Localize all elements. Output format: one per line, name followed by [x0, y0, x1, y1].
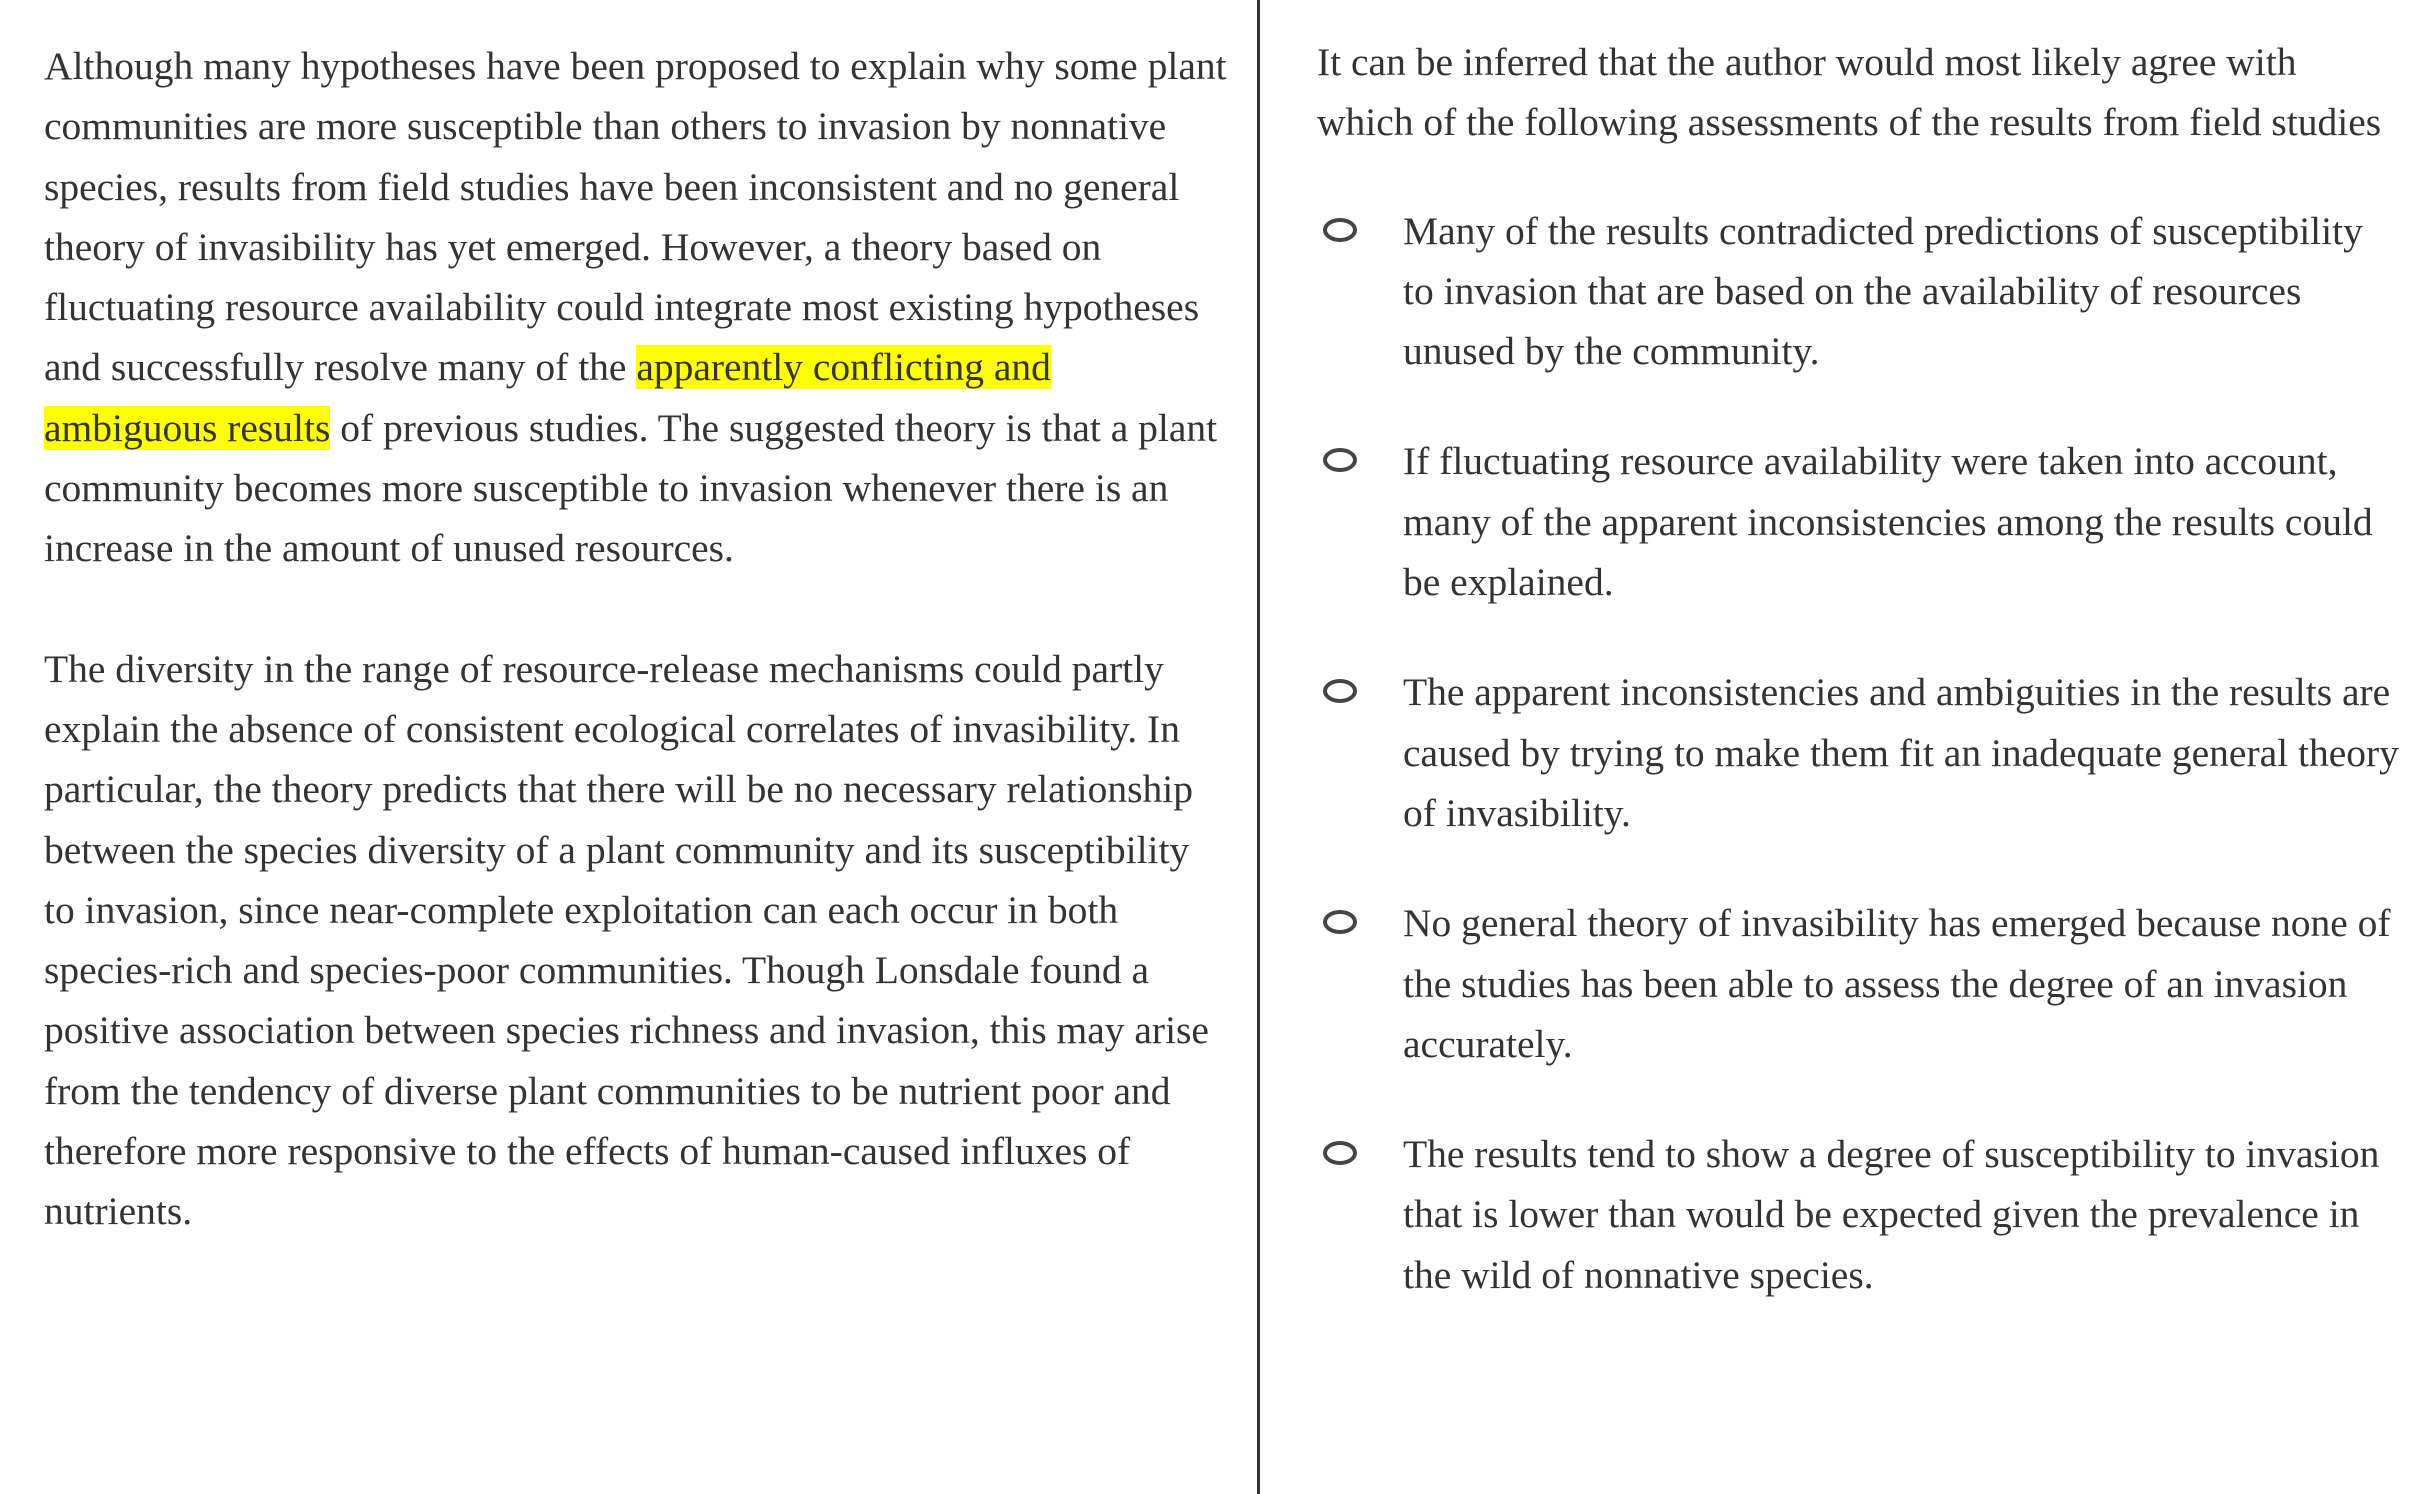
question-panel: [1317, 32, 2402, 1355]
answer-option-a[interactable]: [1317, 201, 2402, 382]
question-prompt: It can be inferred that the author would most likely agree with which of the following assessments of the results from field studies: [1317, 40, 2382, 145]
panel-divider[interactable]: [1257, 0, 1260, 1494]
radio-button-icon[interactable]: [1323, 218, 1357, 242]
radio-button-icon[interactable]: [1323, 679, 1357, 703]
radio-button-icon[interactable]: [1323, 1141, 1357, 1165]
passage-panel: [44, 36, 1229, 1242]
answer-option-d[interactable]: [1317, 893, 2402, 1074]
radio-button-icon[interactable]: [1323, 448, 1357, 472]
answer-option-b[interactable]: [1317, 431, 2402, 612]
answer-option-label: The results tend to show a degree of susceptibility to invasion that is lower than would be expected given the prevalence in the wild of nonnative species.: [1403, 1132, 2380, 1297]
passage-paragraph-1: [44, 36, 1229, 579]
answer-option-label: The apparent inconsistencies and ambiguities in the results are caused by trying to make them fit an inadequate general theory of invasibility.: [1403, 670, 2399, 835]
answer-option-label: If fluctuating resource availability were taken into account, many of the apparent inconsistencies among the results could be explained.: [1403, 439, 2373, 605]
answer-options: [1317, 201, 2402, 1305]
passage-text: of previous studies. The suggested theory is that a plant community becomes more susceptible to invasion whenever there is an increase in the amount of unused resources.: [44, 405, 1218, 571]
answer-option-c[interactable]: [1317, 662, 2402, 843]
answer-option-label: Many of the results contradicted predictions of susceptibility to invasion that are based on the availability of resources unused by the community.: [1403, 208, 2363, 374]
passage-paragraph-2: The diversity in the range of resource-release mechanisms could partly explain the absence of consistent ecological correlates of invasibility. In particular, the theory predicts that there will be no necessary relationship between the species diversity of a plant community and its susceptibility to invasion, since near-complete exploitation can each occur in both species-rich and species-poor communities. Though Lonsdale found a positive association between species richness and invasion, this may arise from the tendency of diverse plant communities to be nutrient poor and therefore more responsive to the effects of human-caused influxes of nutrients.: [44, 646, 1209, 1234]
answer-option-e[interactable]: [1317, 1124, 2402, 1305]
answer-option-label: No general theory of invasibility has emerged because none of the studies has been able to assess the degree of an invasion accurately.: [1403, 901, 2391, 1066]
highlighted-phrase: apparently conflicting and ambiguous results: [44, 345, 1051, 450]
radio-button-icon[interactable]: [1323, 910, 1357, 934]
passage-text: Although many hypotheses have been proposed to explain why some plant communities are more susceptible than others to invasion by nonnative species, results from field studies have been inconsistent and no general theory of invasibility has yet emerged. However, a theory based on fluctuating resource availability could integrate most existing hypotheses and successfully resolve many of the: [44, 44, 1227, 390]
